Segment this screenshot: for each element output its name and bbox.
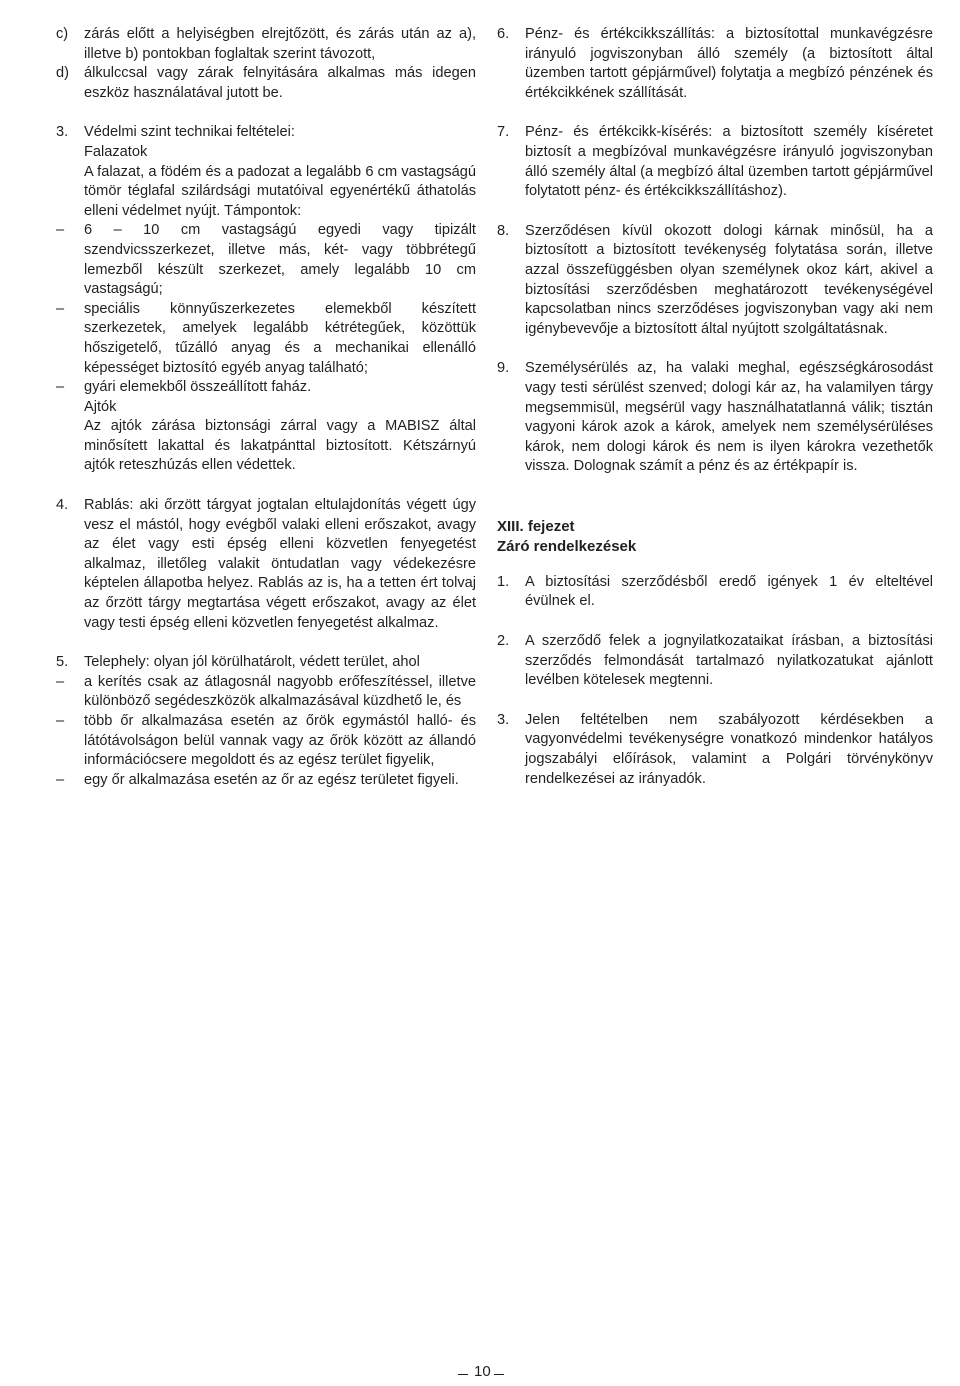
dash-list [56,673,476,791]
section-number: 9. [497,360,510,377]
paragraph: A falazat, a födém és a padozat a legalább 6 cm vastagságú tömör téglafal szilárdsági mutatóival egyenértékű áthatolás elleni védelmet nyújt. Támpontok: [84,163,476,219]
section-number: 2. [497,633,510,650]
section-text: A biztosítási szerződésből eredő igények 1 év elteltével évülnek el. [525,573,933,610]
section-4 [56,496,476,633]
section-number: 1. [497,573,510,590]
item-label: d) [56,65,69,82]
section-number: 8. [497,222,510,239]
section-number: 4. [56,497,69,514]
section-text: Személysérülés az, ha valaki meghal, egészségkárosodást vagy testi sérülést szenved; dologi kár az, ha valamilyen tárgy megsemmisül, megsérül vagy használhatatlanná válik; tisztán vagyoni károk azok a károk, amelyek nem személysérüléses károk, nem dologi károk és nem is ilyen károkra vezethetők vissza. Dolognak számít a pénz és az értékpapír is. [525,360,933,475]
footer-rule-left [458,1374,468,1375]
list-item: – 6 – 10 cm vastagságú egyedi vagy tipizált szendvicsszerkezet, illetve más, két- vagy többrétegű lemezből készült szerkezet, amely legalább 10 cm vastagságú; [56,222,476,298]
item-label: c) [56,26,69,42]
chapter-number: XIII. fejezet [497,517,575,535]
paragraph: Az ajtók zárása biztonsági zárral vagy a MABISZ által minősített lakattal és lakatpánttal biztosított. Kétszárnyú ajtók reteszhúzás ellen védettek. [84,418,476,474]
section-3-doors [56,398,476,476]
chapter-heading [497,517,933,557]
section-5 [56,653,476,673]
section-number: 3. [56,124,69,141]
list-item: – a kerítés csak az átlagosnál nagyobb erőfeszítéssel, illetve különböző segédeszközök alkalmazásával küzdhető le, és [56,673,476,710]
subheading-walls: Falazatok [84,143,148,160]
section-number: 7. [497,124,510,141]
section-8 [497,222,933,340]
section-text: Pénz- és értékcikk-kísérés: a biztosított személy kíséretet biztosít a megbízóval munkavégzésre irányuló jogviszonyban álló személy által (a megbízó által üzemben tartott gépjárművel folytatott pénz- és értékcikkszállításhoz). [525,124,934,200]
section-number: 3. [497,711,510,728]
section-3 [56,123,476,221]
section-text: A szerződő felek a jognyilatkozataikat írásban, a biztosítási szerződés felmondását tartalmazó nyilatkozatukat ajánlott levélben kötelesek megtenni. [525,633,933,689]
list-item: – speciális könnyűszerkezetes elemekből készített szerkezetek, amelyek legalább kétrétegűek, közöttük hőszigetelő, tűzálló anyag és a mechanikai ellenálló képességet biztosító egyéb anyag található; [56,300,476,376]
item-text: zárás előtt a helyiségben elrejtőzött, és zárás után az a), illetve b) pontokban foglaltak szerint távozott, [84,26,476,62]
section-9 [497,359,933,477]
section-body [84,123,476,221]
left-column [56,25,476,790]
section-text: Telephely: olyan jól körülhatárolt, védett terület, ahol [84,654,420,671]
section-6 [497,25,933,103]
section-number: 6. [497,26,510,42]
list-item-d [56,64,476,103]
section-title: Védelmi szint technikai feltételei: [84,124,295,141]
dash-list [56,221,476,397]
list-item: – egy őr alkalmazása esetén az őr az egész területet figyeli. [56,771,459,788]
footer-rule-right [494,1374,504,1375]
section-7 [497,123,933,201]
page-number: 10 [474,1363,491,1380]
list-item: – gyári elemekből összeállított faház. [56,379,312,396]
section-text: Rablás: aki őrzött tárgyat jogtalan eltulajdonítás végett úgy vesz el mástól, hogy evégből valaki elleni erőszakot, avagy az élet vagy esti épség elleni közvetlen fenyegetést alkalmaz, illetőleg valakit öntudatlan vagy védekezésre képtelen állapotba helyez. Rablás az is, ha a tetten ért tolvaj az őrzött tárgy megtartása végett erőszakot, avagy az élet vagy testi épség elleni közvetlen fenyegetést alkalmaz. [84,497,476,631]
section-text: Jelen feltételben nem szabályozott kérdésekben a vagyonvédelmi tevékenységre vonatkozó mindenkor hatályos jogszabályi előírások, valamint a Polgári törvénykönyv rendelkezései az irányadók. [525,711,933,787]
chapter-title: Záró rendelkezések [497,537,637,555]
list-item: – több őr alkalmazása esetén az őrök egymástól halló- és látótávolságon belül vannak vagy az őrök között az állandó információcsere megoldott és az egész terület figyelik, [56,713,476,769]
closing-2 [497,632,933,691]
subheading-doors: Ajtók [84,398,117,415]
section-text: Pénz- és értékcikkszállítás: a biztosítottal munkavégzésre irányuló jogviszonyban álló személy (a biztosított által üzemben tartott gépjárművel) folytatja a megbízó pénzének és értékcikkének szállítását. [525,26,933,101]
list-item-c [56,25,476,64]
closing-3 [497,711,933,789]
section-text: Szerződésen kívül okozott dologi kárnak minősül, ha a biztosított a biztosított tevékenység folytatása során, illetve azzal összefüggésben olyan személynek okoz kárt, akivel a biztosítási szerződésben meghatározott tevékenységével kapcsolatban nincs szerződéses jogviszonyban vagy aki nem igénybevevője a biztosított által nyújtott szolgáltatásnak. [525,222,933,337]
closing-1 [497,573,933,612]
section-number: 5. [56,654,69,671]
item-text: álkulccsal vagy zárak felnyitására alkalmas más idegen eszköz használatával jutott be. [84,65,476,101]
right-column [497,25,933,789]
